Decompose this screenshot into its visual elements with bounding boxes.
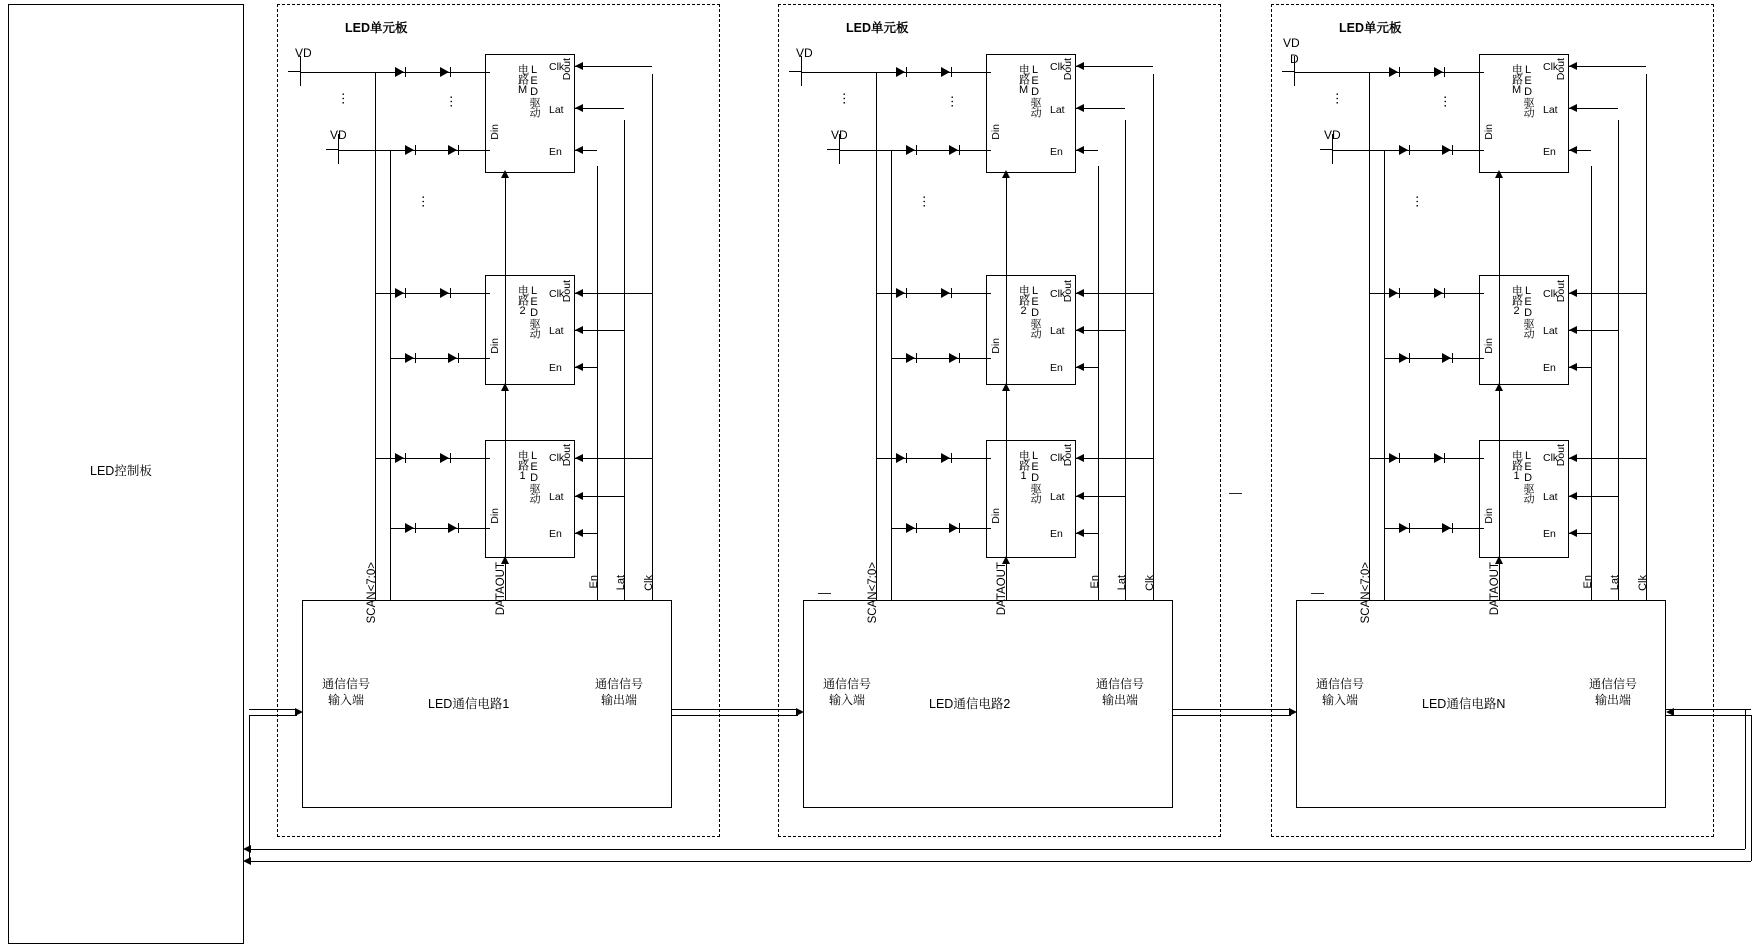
bus-unit2-to-unitN-top — [1173, 709, 1291, 710]
unitN-mos-ellipsis: ⋯ — [1330, 92, 1345, 108]
unitN-driver-2-dout: Dout — [1555, 280, 1567, 303]
unit1-driver-1-din: Din — [489, 508, 501, 524]
unitN-led-ellipsis-a: ⋯ — [1438, 95, 1453, 111]
unit1-driver-1-label: LED驱动 电路1 — [516, 450, 541, 503]
unitN-vd-label-1: VD — [1283, 36, 1300, 50]
unit1-en-label: En — [588, 575, 600, 589]
unit2-driver-1-din: Din — [990, 508, 1002, 524]
unit2-driver-M-dout: Dout — [1062, 58, 1074, 81]
unit1-vd-label-1: VD — [295, 46, 312, 60]
unit2-clk-arrow-2 — [1076, 289, 1084, 297]
bus-unitN-out-top — [1666, 709, 1751, 710]
unit2-driver-M-clk: Clk — [1050, 61, 1066, 73]
unit2-lat-bus — [1125, 120, 1126, 600]
unitN-driver-M-clk: Clk — [1543, 61, 1559, 73]
unitN-din-arrow-M — [1495, 170, 1503, 178]
unitN-din-arrow-2 — [1495, 383, 1503, 391]
unit1-vd-label-2: VD — [330, 128, 347, 142]
unit1-driver-2-dout: Dout — [561, 280, 573, 303]
unit2-driver-2-lat: Lat — [1050, 325, 1065, 337]
unitN-mos1-gate-h — [1282, 71, 1294, 72]
unit1-driver-2-din: Din — [489, 338, 501, 354]
unit2-clk-wire-1 — [1076, 458, 1153, 459]
unitN-en-arrow-M — [1569, 146, 1577, 154]
unit1-en-bus — [597, 166, 598, 600]
unit2-driver-M-label: LED驱动 电路M — [1017, 64, 1042, 117]
unitN-driver-1-din: Din — [1483, 508, 1495, 524]
unit1-dataout-label: DATAOUT — [495, 562, 507, 616]
unitN-scan-bus-2 — [1384, 150, 1385, 600]
unit2-driver-2-din: Din — [990, 338, 1002, 354]
unitN-mos2-gate-v — [1332, 134, 1333, 164]
unit2-led-ellipsis-a: ⋯ — [945, 95, 960, 111]
unit1-driver-1-lat: Lat — [549, 491, 564, 503]
unit2-scan-bus-1 — [876, 72, 877, 600]
unit2-clk-wire-2 — [1076, 293, 1153, 294]
unitN-dataout-label: DATAOUT — [1489, 562, 1501, 616]
unit1-clk-arrow-M — [575, 62, 583, 70]
unit1-clk-wire-M — [575, 66, 652, 67]
unit1-driver-2-clk: Clk — [549, 288, 565, 300]
unitN-driver-1-dout: Dout — [1555, 444, 1567, 467]
unit2-en-bus — [1098, 166, 1099, 600]
unitN-din-arrow-1 — [1495, 556, 1503, 564]
unitN-driver-2-din: Din — [1483, 338, 1495, 354]
unitN-driver-1-en: En — [1543, 528, 1556, 540]
unitN-en-arrow-1 — [1569, 529, 1577, 537]
unit2-mos-ellipsis: ⋯ — [837, 92, 852, 108]
unit-board-N-title: LED单元板 — [1339, 21, 1402, 35]
unit1-din-arrow-1 — [501, 556, 509, 564]
unit1-driver-2-lat: Lat — [549, 325, 564, 337]
unit2-vd-label-2: VD — [831, 128, 848, 142]
unit2-scan-bus-2 — [891, 150, 892, 600]
unitN-driver-1-clk: Clk — [1543, 452, 1559, 464]
unitN-driver-M-dout: Dout — [1555, 58, 1567, 81]
comm-circuit-N-title: LED通信电路N — [1422, 697, 1506, 711]
unit1-driver-1-en: En — [549, 528, 562, 540]
unit1-mos1-gate-v — [300, 56, 301, 86]
unitN-driver-1-lat: Lat — [1543, 491, 1558, 503]
unitN-scan-label: SCAN<7:0> — [1360, 562, 1372, 624]
comm-circuit-N-output-label: 通信信号 输出端 — [1588, 677, 1637, 708]
unit-board-1-title: LED单元板 — [345, 21, 408, 35]
unitN-lat-label: Lat — [1609, 575, 1621, 591]
unit2-driver-1-label: LED驱动 电路1 — [1017, 450, 1042, 503]
unit1-lat-arrow-1 — [575, 492, 583, 500]
unit2-vd-label-1: VD — [796, 46, 813, 60]
bus-return-right-v2 — [1751, 715, 1752, 861]
unit1-clk-label: Clk — [643, 575, 655, 591]
bus-ctrl-to-unit1-bot — [249, 715, 297, 716]
unitN-lat-arrow-2 — [1569, 326, 1577, 334]
comm-circuit-1-title: LED通信电路1 — [428, 697, 510, 711]
unit2-driver-M-din: Din — [990, 124, 1002, 140]
unit1-driver-M-lat: Lat — [549, 104, 564, 116]
unit1-driver-M-label: LED驱动 电路M — [516, 64, 541, 117]
unit2-mos1-gate-h — [789, 71, 801, 72]
bus-unit2-to-unitN-bot — [1173, 715, 1291, 716]
unit2-en-label: En — [1089, 575, 1101, 589]
unitN-driver-M-label: LED驱动 电路M — [1510, 64, 1535, 117]
comm-circuit-1-input-label: 通信信号 输入端 — [321, 677, 370, 708]
unit1-driver-M-dout: Dout — [561, 58, 573, 81]
unit2-en-arrow-1 — [1076, 529, 1084, 537]
unit1-driver-2-en: En — [549, 362, 562, 374]
unit1-scan-bus-2 — [390, 150, 391, 600]
comm-circuit-2-title: LED通信电路2 — [929, 697, 1011, 711]
unitN-clk-bus — [1646, 74, 1647, 600]
unitN-driver-2-lat: Lat — [1543, 325, 1558, 337]
unitN-driver-M-en: En — [1543, 146, 1556, 158]
unit2-driver-2-en: En — [1050, 362, 1063, 374]
bus-return-right-v1 — [1745, 709, 1746, 849]
bus-ctrl-to-unit1-arrow — [295, 708, 303, 716]
unit2-driver-2-dout: Dout — [1062, 280, 1074, 303]
unit2-lat-arrow-1 — [1076, 492, 1084, 500]
unit1-scan-label: SCAN<7:0> — [366, 562, 378, 624]
unit1-driver-1-clk: Clk — [549, 452, 565, 464]
unit1-din-arrow-2 — [501, 383, 509, 391]
bus-unit1-to-unit2-top — [672, 709, 798, 710]
unit1-scan-bus-1 — [375, 72, 376, 600]
boards-continuation-ellipsis: — — [1229, 485, 1244, 500]
unit1-driver-M-din: Din — [489, 124, 501, 140]
unit2-clk-arrow-M — [1076, 62, 1084, 70]
bus-ctrl-to-unit1-top — [249, 709, 297, 710]
unitN-driver-M-din: Din — [1483, 124, 1495, 140]
unit2-clk-arrow-1 — [1076, 454, 1084, 462]
unitN-scan-ellipsis: — — [1311, 585, 1326, 600]
unit2-clk-bus — [1153, 74, 1154, 600]
unit1-driver-2-label: LED驱动 电路2 — [516, 285, 541, 338]
unitN-clk-arrow-1 — [1569, 454, 1577, 462]
bus-unit1-to-unit2-arrow — [796, 708, 804, 716]
unit2-driver-M-en: En — [1050, 146, 1063, 158]
comm-circuit-2-output-label: 通信信号 输出端 — [1095, 677, 1144, 708]
unit2-din-arrow-2 — [1002, 383, 1010, 391]
unit2-en-arrow-2 — [1076, 363, 1084, 371]
bus-unitN-out-arrow — [1666, 708, 1674, 716]
comm-circuit-1-output-label: 通信信号 输出端 — [594, 677, 643, 708]
unitN-scan-bus-1 — [1369, 72, 1370, 600]
unit1-driver-M-clk: Clk — [549, 61, 565, 73]
unitN-en-arrow-2 — [1569, 363, 1577, 371]
unitN-lat-bus — [1618, 120, 1619, 600]
unit2-mos1-gate-v — [801, 56, 802, 86]
unit1-lat-label: Lat — [615, 575, 627, 591]
unitN-driver-M-lat: Lat — [1543, 104, 1558, 116]
unit2-driver-1-clk: Clk — [1050, 452, 1066, 464]
unit1-lat-bus — [624, 120, 625, 600]
unit1-en-arrow-2 — [575, 363, 583, 371]
unit1-en-arrow-M — [575, 146, 583, 154]
unitN-clk-wire-2 — [1569, 293, 1646, 294]
unit2-driver-1-en: En — [1050, 528, 1063, 540]
unit2-clk-label: Clk — [1144, 575, 1156, 591]
unit1-clk-arrow-2 — [575, 289, 583, 297]
unit2-driver-2-clk: Clk — [1050, 288, 1066, 300]
unitN-driver-1-label: LED驱动 电路1 — [1510, 450, 1535, 503]
unit2-clk-wire-M — [1076, 66, 1153, 67]
unit2-mos2-gate-v — [839, 134, 840, 164]
unit2-driver-M-lat: Lat — [1050, 104, 1065, 116]
led-control-board-label: LED控制板 — [90, 464, 152, 478]
unitN-clk-wire-M — [1569, 66, 1646, 67]
unitN-en-label: En — [1582, 575, 1594, 589]
unitN-driver-2-en: En — [1543, 362, 1556, 374]
unit1-mos2-gate-v — [338, 134, 339, 164]
bus-unit2-to-unitN-arrow — [1289, 708, 1297, 716]
unit2-din-arrow-M — [1002, 170, 1010, 178]
bus-unitN-out-bot — [1666, 715, 1751, 716]
unitN-driver-2-label: LED驱动 电路2 — [1510, 285, 1535, 338]
unit1-driver-M-en: En — [549, 146, 562, 158]
unit2-din-arrow-1 — [1002, 556, 1010, 564]
unit-board-2-title: LED单元板 — [846, 21, 909, 35]
unit1-mos-ellipsis: ⋯ — [336, 92, 351, 108]
unit1-led-ellipsis-b: ⋯ — [416, 195, 431, 211]
unit1-lat-arrow-M — [575, 104, 583, 112]
unit1-clk-wire-1 — [575, 458, 652, 459]
unitN-en-bus — [1591, 166, 1592, 600]
unitN-lat-arrow-1 — [1569, 492, 1577, 500]
comm-circuit-N-input-label: 通信信号 输入端 — [1315, 677, 1364, 708]
unit2-lat-label: Lat — [1116, 575, 1128, 591]
bus-return-left-stub — [249, 715, 250, 861]
bus-return-bottom-1 — [245, 849, 1745, 850]
unit1-clk-bus — [652, 74, 653, 600]
unitN-vd-label-2: VD — [1324, 128, 1341, 142]
unit2-scan-ellipsis: — — [818, 585, 833, 600]
unitN-vd-label-1b: D — [1290, 52, 1299, 66]
unit2-mos2-gate-h — [827, 149, 839, 150]
unitN-mos2-gate-h — [1320, 149, 1332, 150]
unit2-driver-1-lat: Lat — [1050, 491, 1065, 503]
unitN-clk-wire-1 — [1569, 458, 1646, 459]
unitN-led-ellipsis-b: ⋯ — [1410, 195, 1425, 211]
unitN-clk-arrow-2 — [1569, 289, 1577, 297]
unit2-led-ellipsis-b: ⋯ — [917, 195, 932, 211]
unit1-lat-arrow-2 — [575, 326, 583, 334]
unit1-mos2-gate-h — [326, 149, 338, 150]
comm-circuit-2-input-label: 通信信号 输入端 — [822, 677, 871, 708]
bus-return-bottom-2 — [245, 861, 1751, 862]
unit2-driver-1-dout: Dout — [1062, 444, 1074, 467]
unit1-led-ellipsis-a: ⋯ — [444, 95, 459, 111]
unitN-lat-arrow-M — [1569, 104, 1577, 112]
unitN-clk-label: Clk — [1637, 575, 1649, 591]
unit2-lat-arrow-2 — [1076, 326, 1084, 334]
unitN-driver-2-clk: Clk — [1543, 288, 1559, 300]
unit2-dataout-label: DATAOUT — [996, 562, 1008, 616]
unit2-driver-2-label: LED驱动 电路2 — [1017, 285, 1042, 338]
unit1-din-arrow-M — [501, 170, 509, 178]
bus-unit1-to-unit2-bot — [672, 715, 798, 716]
unitN-clk-arrow-M — [1569, 62, 1577, 70]
unit1-clk-wire-2 — [575, 293, 652, 294]
unit2-lat-arrow-M — [1076, 104, 1084, 112]
unit2-scan-label: SCAN<7:0> — [867, 562, 879, 624]
unit1-driver-1-dout: Dout — [561, 444, 573, 467]
unit1-en-arrow-1 — [575, 529, 583, 537]
unit1-clk-arrow-1 — [575, 454, 583, 462]
unit2-en-arrow-M — [1076, 146, 1084, 154]
unit1-mos1-gate-h — [288, 71, 300, 72]
unitN-mos1-gate-v — [1294, 56, 1295, 86]
